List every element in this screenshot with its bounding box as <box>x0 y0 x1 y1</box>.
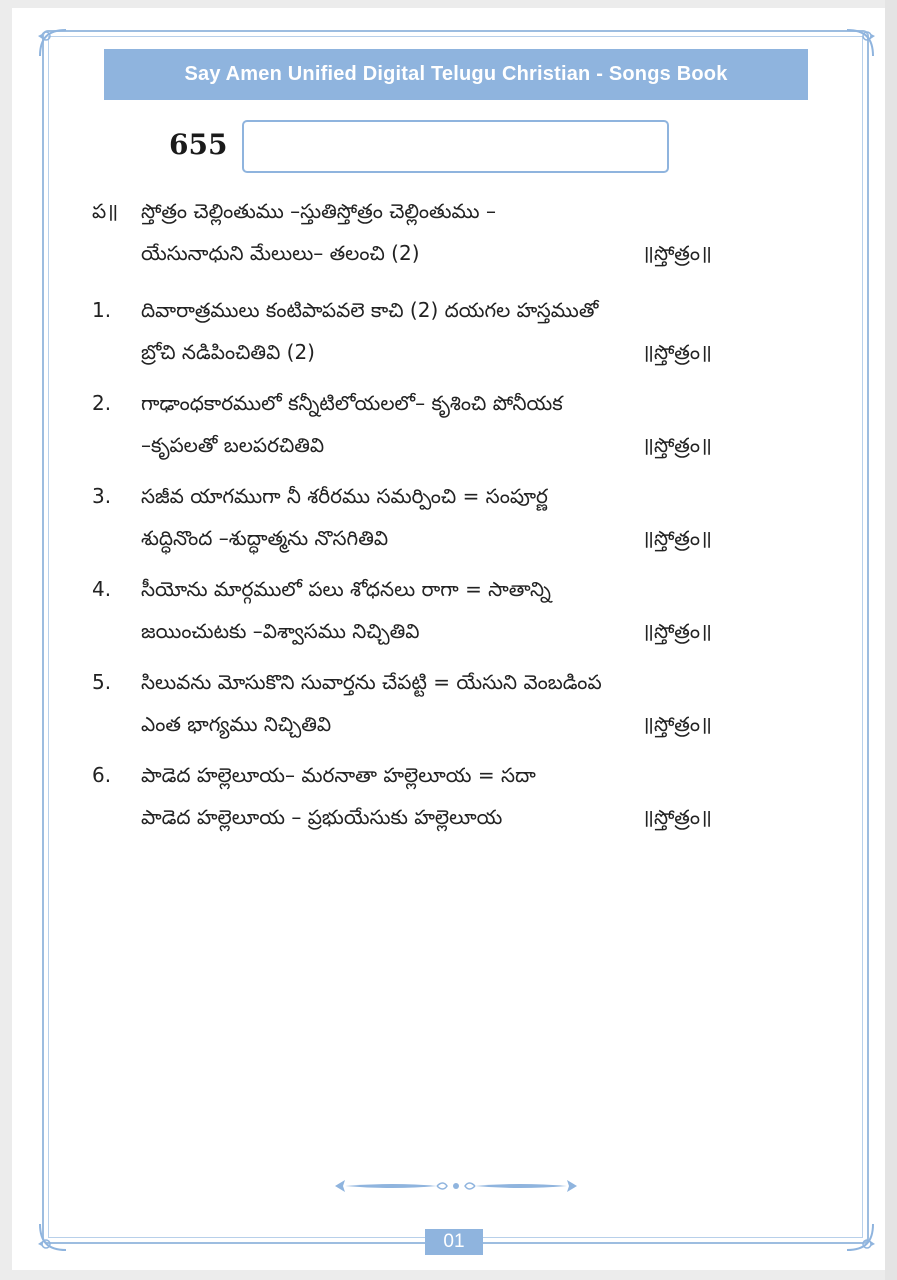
refrain-marker: ॥స్తోత్రం॥ <box>641 526 712 550</box>
refrain-marker: ॥స్తోత్రం॥ <box>641 619 712 643</box>
corner-flourish-icon <box>36 26 70 60</box>
lyric-line: జయించుటకు –విశ్వాసము నిచ్చితివి <box>141 619 420 643</box>
verse-stanza <box>92 571 712 664</box>
stanza-marker: 3. <box>92 484 112 508</box>
lyric-line: సిలువను మోసుకొని సువార్తను చేపట్టి = యేసుని వెంబడింప <box>141 670 602 694</box>
lyric-line: స్తోత్రం చెల్లింతుము –స్తుతిస్తోత్రం చెల్లింతుము – <box>141 199 496 223</box>
lyric-line: యేసునాధుని మేలులు– తలంచి (2) <box>141 241 420 265</box>
stanza-marker: 1. <box>92 298 112 322</box>
lyric-line: బ్రోచి నడిపించితివి (2) <box>141 340 315 364</box>
verse-stanza <box>92 757 712 850</box>
refrain-marker: ॥స్తోత్రం॥ <box>641 340 712 364</box>
lyric-line: శుద్ధినొంద –శుద్ధాత్మను నొసగితివి <box>141 526 389 550</box>
song-number: 655 <box>169 128 228 161</box>
refrain-marker: ॥స్తోత్రం॥ <box>641 241 712 265</box>
refrain-marker: ॥స్తోత్రం॥ <box>641 805 712 829</box>
verse-stanza <box>92 664 712 757</box>
lyric-line: పాడెద హల్లెలూయ – ప్రభుయేసుకు హల్లెలూయ <box>141 805 503 829</box>
lyric-line: పాడెద హల్లెలూయ– మరనాతా హల్లెలూయ = సదా <box>141 763 536 787</box>
lyrics <box>92 193 712 850</box>
verse-stanza <box>92 478 712 571</box>
lyric-line: దివారాత్రములు కంటిపాపవలె కాచి (2) దయగల హస్తముతో <box>141 298 599 322</box>
stanza-marker: 5. <box>92 670 112 694</box>
page-number: 01 <box>425 1229 483 1255</box>
refrain-marker: ॥స్తోత్రం॥ <box>641 712 712 736</box>
corner-flourish-icon <box>36 1220 70 1254</box>
lyric-line: గాఢాంధకారములో కన్నీటిలోయలలో– కృశించి పోనీయక <box>141 391 563 415</box>
page-edge-shadow <box>885 0 897 1280</box>
verse-stanza <box>92 292 712 385</box>
lyric-line: ఎంత భాగ్యము నిచ్చితివి <box>141 712 332 736</box>
lyric-line: సజీవ యాగముగా నీ శరీరము సమర్పించి = సంపూర్ణ <box>141 484 548 508</box>
stanza-marker: 6. <box>92 763 112 787</box>
divider-ornament-icon <box>333 1176 579 1196</box>
lyric-line: –కృపలతో బలపరచితివి <box>141 433 325 457</box>
lyric-line: సీయోను మార్గములో పలు శోధనలు రాగా = సాతాన్ని <box>141 577 551 601</box>
stanza-marker: 4. <box>92 577 112 601</box>
stanza-marker: ప॥ <box>92 199 119 223</box>
refrain-marker: ॥స్తోత్రం॥ <box>641 433 712 457</box>
chorus-stanza <box>92 193 712 292</box>
corner-flourish-icon <box>843 26 877 60</box>
book-title-banner: Say Amen Unified Digital Telugu Christian - Songs Book <box>104 49 808 100</box>
song-title-box <box>242 120 669 173</box>
verse-stanza <box>92 385 712 478</box>
corner-flourish-icon <box>843 1220 877 1254</box>
stanza-marker: 2. <box>92 391 112 415</box>
